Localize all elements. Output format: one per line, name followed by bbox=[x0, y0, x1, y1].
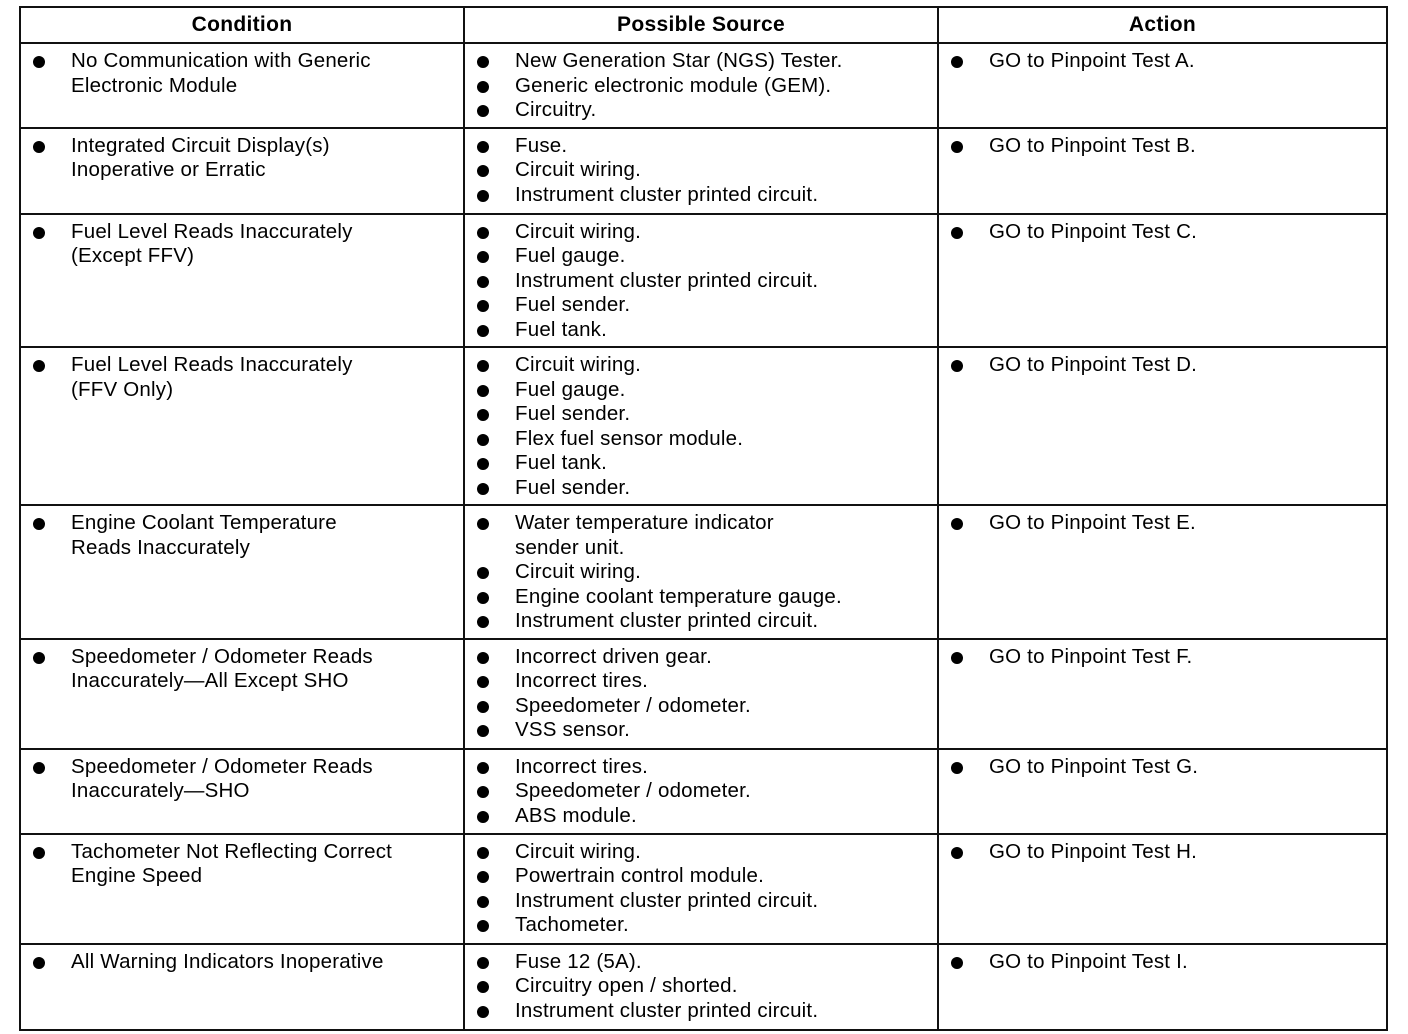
diagnosis-table bbox=[19, 6, 1388, 1031]
action-cell bbox=[938, 749, 1387, 834]
source-item-text: Circuit wiring. bbox=[515, 158, 642, 181]
condition-item bbox=[31, 220, 455, 269]
source-item-text: Instrument cluster printed circuit. bbox=[515, 609, 819, 632]
action-cell bbox=[938, 43, 1387, 128]
bullet-icon bbox=[951, 957, 963, 969]
source-item-text: Fuel gauge. bbox=[515, 244, 626, 267]
condition-item bbox=[31, 950, 455, 975]
source-item bbox=[475, 694, 929, 719]
bullet-icon bbox=[477, 81, 489, 93]
table-row bbox=[20, 43, 1387, 128]
condition-cell-list bbox=[31, 353, 455, 402]
table-row bbox=[20, 834, 1387, 944]
action-cell bbox=[938, 834, 1387, 944]
action-cell-list bbox=[949, 950, 1378, 975]
source-item bbox=[475, 183, 929, 208]
bullet-icon bbox=[33, 652, 45, 664]
source-cell bbox=[464, 639, 938, 749]
action-item-text: GO to Pinpoint Test D. bbox=[989, 353, 1197, 376]
source-item-text: Fuel tank. bbox=[515, 451, 608, 474]
table-row bbox=[20, 128, 1387, 214]
source-item-text: Powertrain control module. bbox=[515, 864, 765, 887]
table-body bbox=[20, 43, 1387, 1030]
table-row bbox=[20, 214, 1387, 348]
source-item-text: Fuse. bbox=[515, 133, 568, 157]
source-item bbox=[475, 889, 929, 914]
action-item bbox=[949, 220, 1378, 245]
condition-item-text: Speedometer / Odometer Reads Inaccurately—All Except SHO bbox=[71, 644, 373, 692]
action-cell-list bbox=[949, 755, 1378, 780]
bullet-icon bbox=[33, 56, 45, 68]
source-item-text: Circuit wiring. bbox=[515, 353, 642, 376]
bullet-icon bbox=[33, 762, 45, 774]
source-item bbox=[475, 718, 929, 743]
bullet-icon bbox=[33, 847, 45, 859]
source-item bbox=[475, 451, 929, 476]
source-item-text: Fuel tank. bbox=[515, 317, 608, 341]
bullet-icon bbox=[477, 385, 489, 397]
action-cell bbox=[938, 128, 1387, 214]
source-item bbox=[475, 779, 929, 804]
condition-cell bbox=[20, 944, 464, 1030]
action-cell bbox=[938, 944, 1387, 1030]
source-item-text: Instrument cluster printed circuit. bbox=[515, 888, 819, 912]
source-item bbox=[475, 669, 929, 694]
source-cell bbox=[464, 944, 938, 1030]
bullet-icon bbox=[477, 567, 489, 579]
source-item bbox=[475, 98, 929, 123]
source-item bbox=[475, 913, 929, 938]
condition-item-text: Speedometer / Odometer Reads Inaccurately—SHO bbox=[71, 754, 373, 802]
source-item-text: Flex fuel sensor module. bbox=[515, 426, 744, 450]
bullet-icon bbox=[951, 762, 963, 774]
bullet-icon bbox=[477, 701, 489, 713]
header-condition: Condition bbox=[20, 7, 464, 43]
condition-cell-list bbox=[31, 49, 455, 98]
source-item bbox=[475, 269, 929, 294]
source-item-text: Speedometer / odometer. bbox=[515, 693, 751, 717]
source-item-text: Instrument cluster printed circuit. bbox=[515, 268, 819, 292]
bullet-icon bbox=[477, 616, 489, 628]
source-item bbox=[475, 220, 929, 245]
bullet-icon bbox=[477, 762, 489, 774]
bullet-icon bbox=[477, 592, 489, 604]
header-action: Action bbox=[938, 7, 1387, 43]
source-item bbox=[475, 293, 929, 318]
source-cell-list bbox=[475, 645, 929, 743]
action-cell-list bbox=[949, 353, 1378, 378]
bullet-icon bbox=[477, 251, 489, 263]
table-row bbox=[20, 944, 1387, 1030]
condition-item bbox=[31, 645, 455, 694]
bullet-icon bbox=[477, 676, 489, 688]
source-item-text: Incorrect tires. bbox=[515, 754, 649, 778]
condition-item bbox=[31, 840, 455, 889]
source-item bbox=[475, 244, 929, 269]
table-row bbox=[20, 505, 1387, 639]
action-item bbox=[949, 840, 1378, 865]
source-item-text: ABS module. bbox=[515, 803, 637, 827]
source-item-text: Circuit wiring. bbox=[515, 560, 642, 583]
source-cell-list bbox=[475, 353, 929, 500]
source-item-text: Speedometer / odometer. bbox=[515, 779, 751, 802]
source-cell-list bbox=[475, 511, 929, 634]
condition-cell bbox=[20, 505, 464, 639]
table-row bbox=[20, 749, 1387, 834]
bullet-icon bbox=[951, 847, 963, 859]
condition-cell bbox=[20, 214, 464, 348]
source-item-text: Instrument cluster printed circuit. bbox=[515, 998, 819, 1022]
source-item-text: Incorrect tires. bbox=[515, 669, 649, 692]
source-item-text: Fuel gauge. bbox=[515, 377, 626, 401]
source-item-text: Water temperature indicator sender unit. bbox=[515, 511, 774, 559]
bullet-icon bbox=[477, 483, 489, 495]
source-item bbox=[475, 999, 929, 1024]
condition-cell bbox=[20, 834, 464, 944]
action-item bbox=[949, 645, 1378, 670]
source-cell bbox=[464, 505, 938, 639]
action-item-text: GO to Pinpoint Test G. bbox=[989, 754, 1199, 778]
bullet-icon bbox=[951, 227, 963, 239]
source-item-text: Fuel sender. bbox=[515, 293, 631, 316]
bullet-icon bbox=[951, 141, 963, 153]
action-cell-list bbox=[949, 220, 1378, 245]
bullet-icon bbox=[477, 957, 489, 969]
condition-cell-list bbox=[31, 645, 455, 694]
condition-cell-list bbox=[31, 134, 455, 183]
table-row bbox=[20, 639, 1387, 749]
source-item-text: Circuit wiring. bbox=[515, 839, 642, 863]
source-item-text: Fuel sender. bbox=[515, 475, 631, 499]
source-cell bbox=[464, 128, 938, 214]
condition-cell bbox=[20, 347, 464, 505]
bullet-icon bbox=[477, 165, 489, 177]
action-cell bbox=[938, 505, 1387, 639]
condition-item-text: No Communication with Generic Electronic Module bbox=[71, 49, 371, 97]
source-item bbox=[475, 974, 929, 999]
source-item-text: Circuit wiring. bbox=[515, 219, 642, 243]
condition-item bbox=[31, 353, 455, 402]
source-cell-list bbox=[475, 134, 929, 208]
source-item bbox=[475, 134, 929, 159]
bullet-icon bbox=[477, 871, 489, 883]
action-cell bbox=[938, 639, 1387, 749]
bullet-icon bbox=[477, 786, 489, 798]
condition-cell-list bbox=[31, 840, 455, 889]
source-cell-list bbox=[475, 950, 929, 1024]
action-cell-list bbox=[949, 645, 1378, 670]
action-item bbox=[949, 353, 1378, 378]
source-item bbox=[475, 158, 929, 183]
condition-cell bbox=[20, 43, 464, 128]
bullet-icon bbox=[477, 190, 489, 202]
condition-cell-list bbox=[31, 220, 455, 269]
action-item-text: GO to Pinpoint Test C. bbox=[989, 219, 1197, 243]
condition-item bbox=[31, 511, 455, 560]
bullet-icon bbox=[33, 360, 45, 372]
bullet-icon bbox=[477, 409, 489, 421]
bullet-icon bbox=[951, 652, 963, 664]
bullet-icon bbox=[33, 957, 45, 969]
source-item-text: New Generation Star (NGS) Tester. bbox=[515, 49, 843, 72]
source-item bbox=[475, 378, 929, 403]
action-item bbox=[949, 134, 1378, 159]
source-item-text: Engine coolant temperature gauge. bbox=[515, 584, 842, 608]
bullet-icon bbox=[477, 847, 489, 859]
source-item-text: Tachometer. bbox=[515, 913, 629, 936]
bullet-icon bbox=[33, 518, 45, 530]
action-cell bbox=[938, 347, 1387, 505]
condition-cell-list bbox=[31, 950, 455, 975]
source-item-text: Fuel sender. bbox=[515, 402, 631, 425]
source-cell bbox=[464, 214, 938, 348]
condition-item-text: Fuel Level Reads Inaccurately (FFV Only) bbox=[71, 353, 353, 401]
source-item bbox=[475, 585, 929, 610]
source-item-text: Incorrect driven gear. bbox=[515, 644, 712, 668]
bullet-icon bbox=[477, 652, 489, 664]
bullet-icon bbox=[477, 276, 489, 288]
bullet-icon bbox=[477, 896, 489, 908]
action-item-text: GO to Pinpoint Test H. bbox=[989, 839, 1197, 863]
source-item bbox=[475, 755, 929, 780]
bullet-icon bbox=[477, 227, 489, 239]
bullet-icon bbox=[477, 300, 489, 312]
condition-item-text: All Warning Indicators Inoperative bbox=[71, 949, 384, 973]
action-cell-list bbox=[949, 134, 1378, 159]
source-item bbox=[475, 645, 929, 670]
condition-item-text: Fuel Level Reads Inaccurately (Except FFV) bbox=[71, 219, 353, 267]
source-item-text: Fuse 12 (5A). bbox=[515, 949, 642, 973]
source-cell bbox=[464, 347, 938, 505]
source-item bbox=[475, 840, 929, 865]
condition-cell bbox=[20, 749, 464, 834]
condition-item bbox=[31, 755, 455, 804]
source-cell bbox=[464, 43, 938, 128]
action-item-text: GO to Pinpoint Test E. bbox=[989, 511, 1196, 534]
header-row bbox=[20, 7, 1387, 43]
source-item-text: VSS sensor. bbox=[515, 718, 631, 741]
bullet-icon bbox=[477, 458, 489, 470]
condition-cell-list bbox=[31, 511, 455, 560]
bullet-icon bbox=[477, 811, 489, 823]
action-cell-list bbox=[949, 49, 1378, 74]
source-item bbox=[475, 560, 929, 585]
condition-item-text: Integrated Circuit Display(s) Inoperative or Erratic bbox=[71, 133, 330, 181]
condition-item-text: Engine Coolant Temperature Reads Inaccurately bbox=[71, 511, 337, 559]
source-item bbox=[475, 804, 929, 829]
action-item bbox=[949, 950, 1378, 975]
action-item-text: GO to Pinpoint Test I. bbox=[989, 949, 1188, 973]
action-item bbox=[949, 511, 1378, 536]
source-item bbox=[475, 49, 929, 74]
source-item-text: Circuitry. bbox=[515, 98, 597, 121]
source-item bbox=[475, 427, 929, 452]
action-item-text: GO to Pinpoint Test F. bbox=[989, 644, 1193, 668]
action-cell-list bbox=[949, 511, 1378, 536]
bullet-icon bbox=[33, 227, 45, 239]
source-item bbox=[475, 402, 929, 427]
action-cell bbox=[938, 214, 1387, 348]
bullet-icon bbox=[477, 360, 489, 372]
source-item bbox=[475, 950, 929, 975]
condition-cell bbox=[20, 639, 464, 749]
bullet-icon bbox=[477, 725, 489, 737]
source-item bbox=[475, 318, 929, 343]
source-item-text: Generic electronic module (GEM). bbox=[515, 73, 832, 97]
source-item-text: Instrument cluster printed circuit. bbox=[515, 182, 819, 206]
action-item bbox=[949, 755, 1378, 780]
bullet-icon bbox=[477, 920, 489, 932]
bullet-icon bbox=[477, 981, 489, 993]
condition-item-text: Tachometer Not Reflecting Correct Engine Speed bbox=[71, 839, 393, 887]
bullet-icon bbox=[477, 1006, 489, 1018]
header-possible-source: Possible Source bbox=[464, 7, 938, 43]
source-cell-list bbox=[475, 755, 929, 829]
action-item bbox=[949, 49, 1378, 74]
source-cell bbox=[464, 749, 938, 834]
bullet-icon bbox=[477, 56, 489, 68]
source-item bbox=[475, 476, 929, 501]
bullet-icon bbox=[477, 105, 489, 117]
bullet-icon bbox=[951, 518, 963, 530]
condition-item bbox=[31, 134, 455, 183]
bullet-icon bbox=[951, 360, 963, 372]
source-cell-list bbox=[475, 220, 929, 343]
bullet-icon bbox=[951, 56, 963, 68]
action-item-text: GO to Pinpoint Test B. bbox=[989, 133, 1196, 157]
table-row bbox=[20, 347, 1387, 505]
source-item bbox=[475, 74, 929, 99]
source-item bbox=[475, 353, 929, 378]
bullet-icon bbox=[477, 518, 489, 530]
source-item-text: Circuitry open / shorted. bbox=[515, 974, 738, 997]
source-item bbox=[475, 864, 929, 889]
bullet-icon bbox=[33, 141, 45, 153]
condition-cell bbox=[20, 128, 464, 214]
source-item bbox=[475, 609, 929, 634]
bullet-icon bbox=[477, 325, 489, 337]
bullet-icon bbox=[477, 141, 489, 153]
condition-item bbox=[31, 49, 455, 98]
bullet-icon bbox=[477, 434, 489, 446]
action-item-text: GO to Pinpoint Test A. bbox=[989, 49, 1195, 72]
source-cell-list bbox=[475, 49, 929, 123]
source-item bbox=[475, 511, 929, 560]
source-cell bbox=[464, 834, 938, 944]
condition-cell-list bbox=[31, 755, 455, 804]
source-cell-list bbox=[475, 840, 929, 938]
action-cell-list bbox=[949, 840, 1378, 865]
